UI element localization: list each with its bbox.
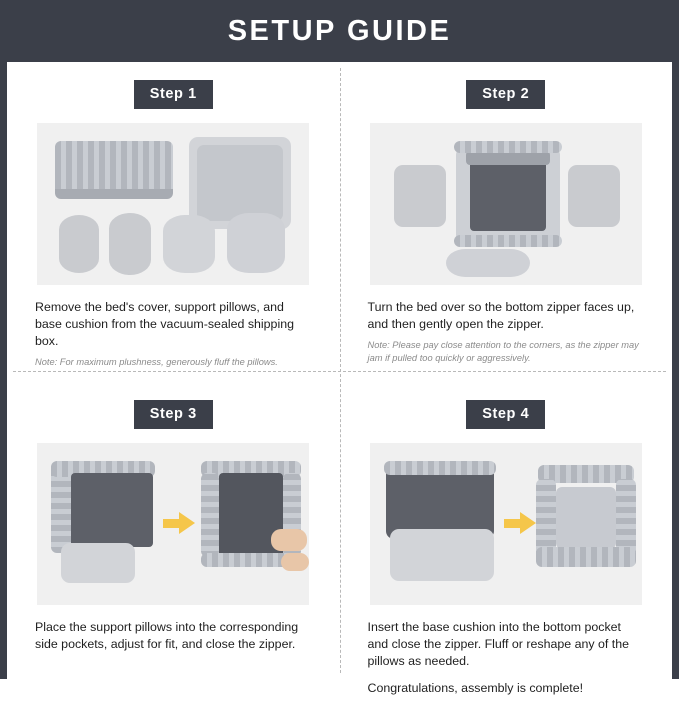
bolster-pillow-icon xyxy=(109,213,151,275)
step-caption-3 xyxy=(35,619,312,659)
finished-bed-front-icon xyxy=(536,547,636,567)
finished-bed-left-wall-icon xyxy=(536,479,556,557)
step-illustration-1 xyxy=(37,123,309,285)
bed-left-cavity-icon xyxy=(71,473,153,547)
step-illustration-4 xyxy=(370,443,642,605)
step-note-2: Note: Please pay close attention to the corners, as the zipper may jam if pulled too quickly or aggressively. xyxy=(367,340,639,364)
step-panel-2 xyxy=(340,62,673,382)
step-badge-3: Step 3 xyxy=(134,400,213,429)
step-caption-text-1: Remove the bed's cover, support pillows, and base cushion from the vacuum-sealed shipping box. xyxy=(35,300,294,349)
base-cushion-icon xyxy=(390,529,494,581)
step-badge-1: Step 1 xyxy=(134,80,213,109)
step-caption-4 xyxy=(368,619,645,703)
step-illustration-2 xyxy=(370,123,642,285)
page-title: SETUP GUIDE xyxy=(227,14,452,47)
arrow-right-icon xyxy=(520,512,536,534)
bolster-pillow-icon xyxy=(446,249,530,277)
step-panel-1 xyxy=(7,62,340,382)
bed-open-top-icon xyxy=(384,461,496,475)
bed-right-wall-left-icon xyxy=(201,473,219,557)
cover-edge-top-icon xyxy=(454,141,562,153)
finished-bed-right-wall-icon xyxy=(616,479,636,557)
bolster-pillow-icon xyxy=(163,215,215,273)
step-extra-text-4: Congratulations, assembly is complete! xyxy=(367,680,584,695)
step-caption-1 xyxy=(35,299,312,376)
step-caption-text-4: Insert the base cushion into the bottom pocket and close the zipper. Fluff or reshape any of the pillows as needed. xyxy=(367,619,630,668)
step-caption-text-3: Place the support pillows into the corresponding side pockets, adjust for fit, and close the zipper. xyxy=(35,619,299,651)
step-illustration-3 xyxy=(37,443,309,605)
bolster-pillow-icon xyxy=(227,213,285,273)
side-pillow-left-icon xyxy=(394,165,446,227)
steps-grid xyxy=(7,62,672,695)
support-pillow-icon xyxy=(61,543,135,583)
bottom-pocket-icon xyxy=(470,159,546,231)
cover-edge-bottom-icon xyxy=(454,235,562,247)
arrow-right-icon xyxy=(179,512,195,534)
step-badge-4: Step 4 xyxy=(466,400,545,429)
bed-left-wall-icon xyxy=(51,467,71,553)
side-pillow-right-icon xyxy=(568,165,620,227)
zipper-flap-icon xyxy=(466,151,550,165)
step-badge-2: Step 2 xyxy=(466,80,545,109)
bolster-pillow-icon xyxy=(59,215,99,273)
bed-open-body-icon xyxy=(386,467,494,539)
hand-icon xyxy=(271,529,307,551)
step-caption-2 xyxy=(368,299,645,372)
step-panel-3 xyxy=(7,382,340,709)
arrow-stem xyxy=(504,519,520,528)
cover-fold-edge-icon xyxy=(55,189,173,199)
step-caption-text-2: Turn the bed over so the bottom zipper faces up, and then gently open the zipper. xyxy=(367,300,635,332)
square-pillow-shadow-icon xyxy=(197,145,283,221)
hand-icon xyxy=(281,553,309,571)
step-panel-4 xyxy=(340,382,673,709)
finished-bed-base-icon xyxy=(556,487,616,549)
horizontal-divider xyxy=(13,371,666,372)
step-note-1: Note: For maximum plushness, generously fluff the pillows. xyxy=(35,357,278,368)
page-header xyxy=(7,0,672,62)
arrow-stem xyxy=(163,519,179,528)
